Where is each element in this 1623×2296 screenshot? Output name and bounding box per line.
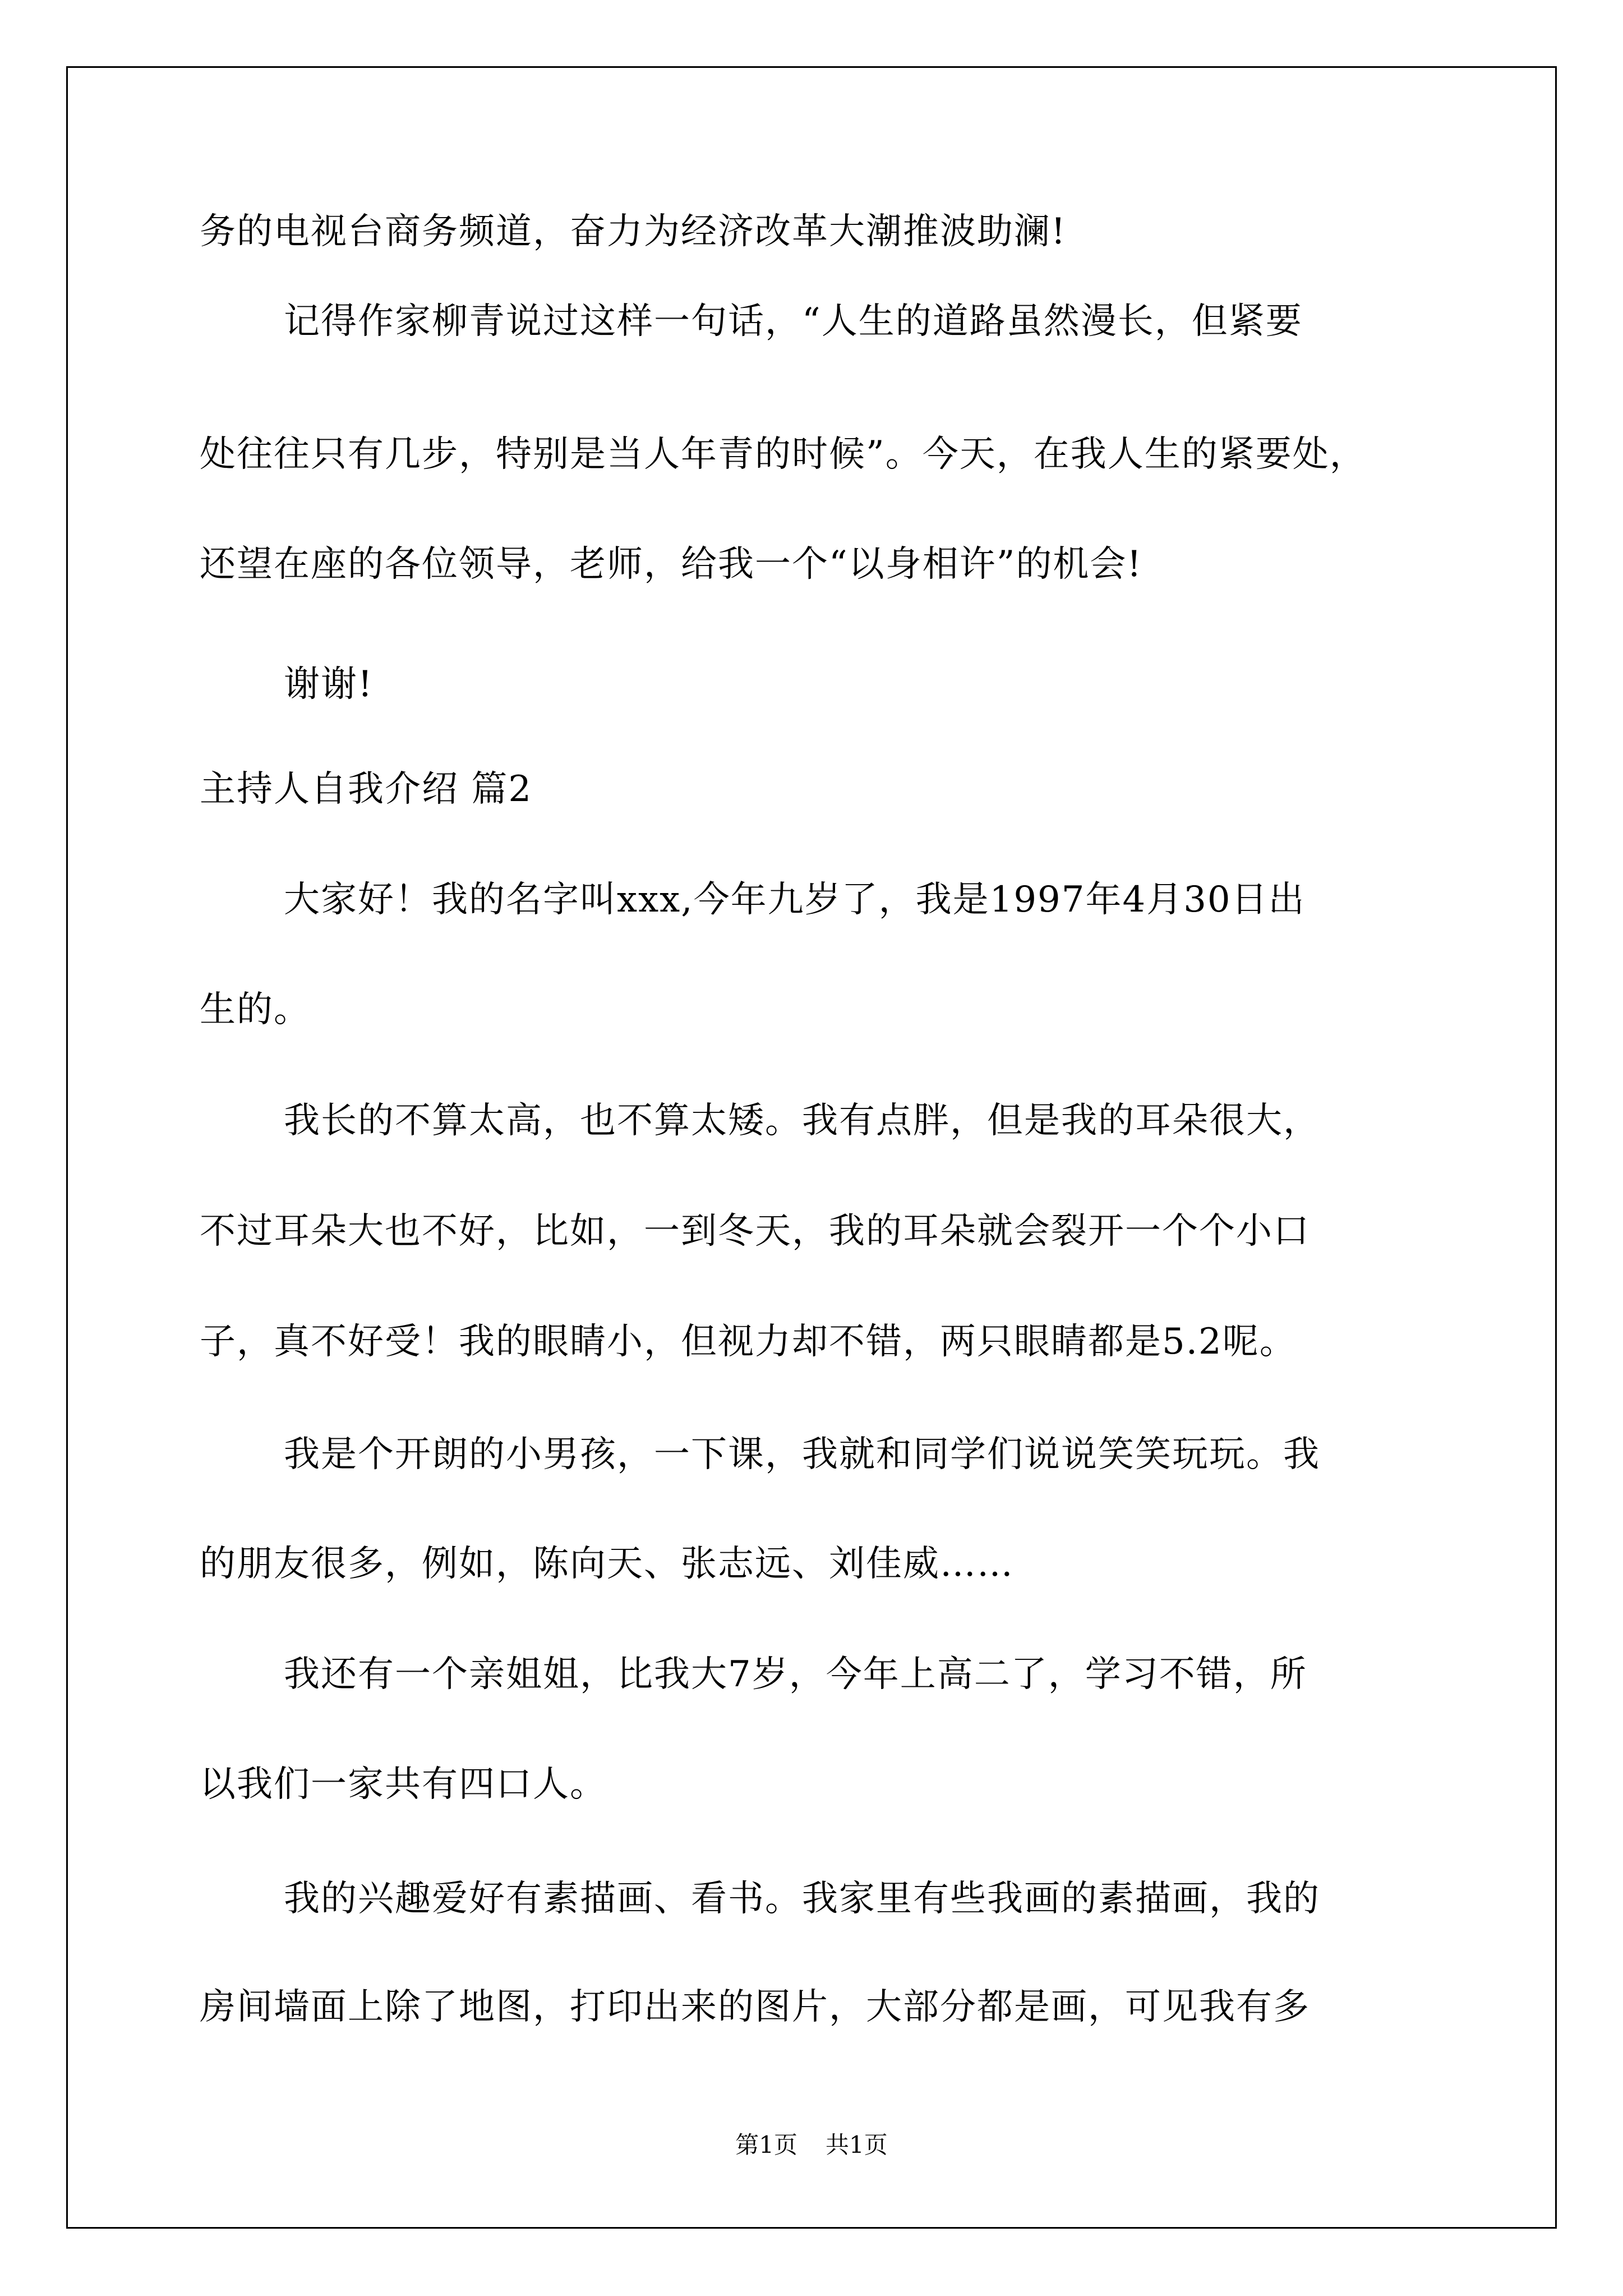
text-line-2: 记得作家柳青说过这样一句话，“人生的道路虽然漫长，但紧要 [284,301,1303,342]
page-total: 共1页 [826,2131,888,2159]
section-heading: 主持人自我介绍 篇2 [200,769,533,810]
text-line-4: 还望在座的各位领导，老师，给我一个“以身相许”的机会! [200,544,1143,585]
text-line-15: 以我们一家共有四口人。 [200,1764,607,1805]
text-line-5: 谢谢! [284,664,374,705]
text-line-9: 我长的不算太高，也不算太矮。我有点胖，但是我的耳朵很大， [284,1100,1320,1142]
text-line-16: 我的兴趣爱好有素描画、看书。我家里有些我画的素描画，我的 [284,1878,1320,1920]
text-line-13: 的朋友很多，例如，陈向天、张志远、刘佳威…… [200,1543,1014,1585]
text-line-11: 子，真不好受！我的眼睛小，但视力却不错，两只眼睛都是5.2呢。 [200,1321,1297,1363]
page-number: 第1页 [735,2131,797,2159]
text-line-17: 房间墙面上除了地图，打印出来的图片，大部分都是画，可见我有多 [200,1986,1310,2028]
text-line-3: 处往往只有几步，特别是当人年青的时候”。今天，在我人生的紧要处， [200,434,1367,475]
text-line-8: 生的。 [200,989,311,1030]
text-line-12: 我是个开朗的小男孩，一下课，我就和同学们说说笑笑玩玩。我 [284,1434,1320,1475]
text-line-10: 不过耳朵大也不好，比如，一到冬天，我的耳朵就会裂开一个个小口 [200,1211,1310,1252]
text-line-7: 大家好！我的名字叫xxx,今年九岁了，我是1997年4月30日出 [284,879,1306,921]
text-line-14: 我还有一个亲姐姐，比我大7岁，今年上高二了，学习不错，所 [284,1654,1307,1695]
page-footer [0,2131,1623,2160]
text-line-1: 务的电视台商务频道，奋力为经济改革大潮推波助澜! [200,211,1067,252]
